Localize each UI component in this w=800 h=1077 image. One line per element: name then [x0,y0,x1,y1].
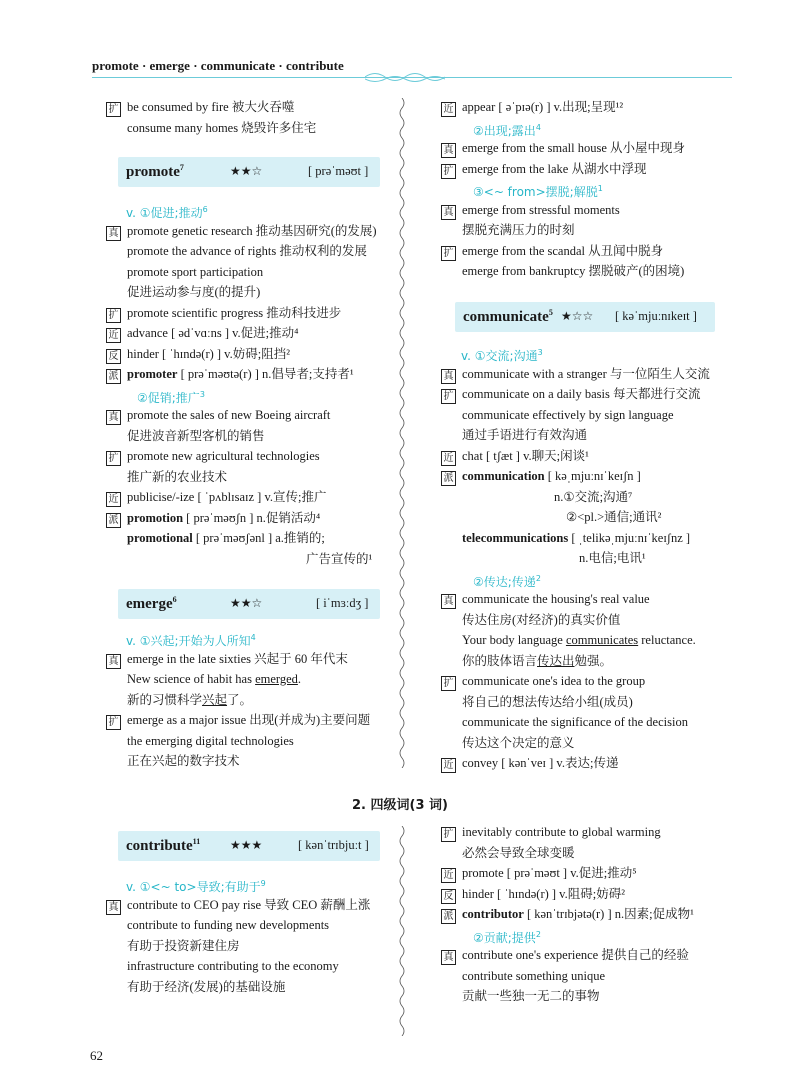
headword-banner-promote [118,157,380,187]
entry-text: promote genetic research 推动基因研究(的发展) [127,223,377,238]
entry-line [106,346,290,364]
headword-frequency: 7 [179,163,184,172]
headword-frequency: 11 [192,837,201,846]
headword-frequency: 5 [548,308,553,317]
entry-line [106,223,377,241]
tag-box: 派 [106,513,121,528]
entry-line [462,222,575,238]
sense-frequency: 6 [202,205,208,214]
entry-text: promoter [ prəˈməʊtə(r) ] n.倡导者;支持者¹ [127,367,354,381]
entry-text: 正在兴起的数字技术 [127,754,240,768]
entry-text: promote sport participation [127,264,264,279]
tag-box: 真 [441,143,456,158]
tag-box: 真 [441,369,456,384]
entry-line [441,947,689,965]
entry-line [441,161,646,179]
entry-text: emerge in the late sixties 兴起于 60 年代末 [127,651,348,666]
entry-line [441,755,618,773]
entry-text: 你的肢体语言传达出勉强。 [462,653,613,668]
sense-emerge-1 [126,630,256,649]
entry-text: infrastructure contributing to the economy [127,959,339,973]
entry-text: emerge from the small house 从小屋中现身 [462,141,685,155]
entry-line [127,979,285,995]
tag-box: 扩 [106,451,121,466]
sense-frequency: 2 [535,929,541,939]
sense-text: v. ①兴起;开始为人所知 [126,634,251,648]
entry-text: inevitably contribute to global warming [462,825,661,839]
entry-line [462,735,575,751]
entry-text: emerge from the scandal 从丑闻中脱身 [462,243,664,258]
headword-frequency: 6 [172,595,177,604]
entry-text: 将自己的想法传达给小组(成员) [462,694,633,709]
entry-line [462,632,696,648]
sense-text: ③<~ from>摆脱;解脱 [473,185,598,199]
sense-promote-2 [137,387,205,406]
entry-text: promote new agricultural technologies [127,449,320,463]
entry-text: ②<pl.>通信;通讯² [566,510,662,524]
phonetic: [ prəˈməʊt ] [308,164,369,178]
entry-text: promote the sales of new Boeing aircraft [127,408,331,422]
sense-communicate-2 [473,571,541,590]
entry-line [127,428,265,444]
entry-text: n.①交流;沟通⁷ [554,489,633,504]
sense-frequency: 4 [535,122,541,132]
sense-frequency: 3 [199,389,205,399]
sense-text: ②出现;露出 [473,123,536,138]
entry-text: communicate one's idea to the group [462,674,646,688]
header-ornament [365,70,445,84]
tag-box: 扩 [441,827,456,842]
sense-contribute-2 [473,927,541,946]
tag-box: 扩 [441,164,456,179]
tag-box: 真 [106,654,121,669]
entry-line [106,99,294,117]
entry-line [127,469,227,485]
phonetic: [ kəˈmjuːnɪkeɪt ] [615,309,697,323]
entry-text: communicate effectively by sign language [462,407,674,422]
entry-text: contribute something unique [462,968,606,983]
entry-line [441,243,663,261]
entry-line [579,550,646,566]
tag-box: 真 [106,410,121,425]
entry-line [106,407,330,425]
section-title: 2. 四级词(3 词) [352,798,448,813]
sense-emerge-3 [473,181,603,200]
entry-text: 通过手语进行有效沟通 [462,428,588,442]
tag-box: 近 [106,328,121,343]
entry-text: contribute to CEO pay rise 导致 CEO 薪酬上涨 [127,897,371,912]
entry-line [462,407,674,423]
entry-text: 贡献一些独一无二的事物 [462,989,600,1003]
entry-line [441,202,620,220]
tag-box: 近 [441,868,456,883]
phonetic: [ kənˈtrɪbjuːt ] [298,838,369,852]
tag-box: 近 [441,102,456,117]
entry-line [462,968,605,984]
entry-line [127,530,325,546]
sense-frequency: 4 [250,633,256,642]
tag-box: 派 [441,909,456,924]
headword-banner-emerge [118,589,380,619]
sense-text: ②贡献;提供 [473,930,536,945]
tag-box: 派 [441,471,456,486]
entry-line [441,824,661,842]
sense-frequency: 3 [537,348,543,357]
entry-line [106,366,354,384]
entry-line [462,427,587,443]
sense-frequency: 2 [535,573,541,583]
entry-line [106,305,341,323]
entry-text: 促进运动参与度(的提升) [127,285,261,299]
entry-text: appear [ əˈpɪə(r) ] v.出现;呈现¹² [462,100,624,114]
entry-text: Your body language communicates reluctance. [462,633,696,647]
entry-line [306,551,372,567]
entry-line [462,845,575,861]
entry-text: emerge as a major issue 出现(并成为)主要问题 [127,713,371,727]
entry-line [462,988,600,1004]
entry-text: communicate with a stranger 与一位陌生人交流 [462,366,710,381]
entry-text: chat [ tʃæt ] v.聊天;闲谈¹ [462,448,589,463]
headword: promote$^7$ [126,163,184,180]
entry-line [127,264,263,280]
star-rating: ★★☆ [230,164,263,178]
entry-line [441,468,641,486]
star-rating: ★★★ [230,838,263,852]
entry-text: 新的习惯科学兴起了。 [127,692,253,707]
sense-frequency: 9 [260,879,266,888]
entry-line [127,243,367,259]
entry-text: promote [ prəˈməʊt ] v.促进;推动⁵ [462,866,637,880]
sense-text: v. ①促进;推动 [126,206,203,220]
entry-text: hinder [ ˈhɪndə(r) ] v.阻碍;妨碍² [462,886,625,901]
entry-line [106,510,320,528]
column-divider-2 [398,826,406,1036]
sense-text: v. ①<~ to>导致;有助于 [126,880,261,894]
sense-promote-1 [126,202,208,221]
entry-line [566,509,661,525]
tag-box: 真 [106,226,121,241]
sense-text: v. ①交流;沟通 [461,349,538,363]
entry-text: convey [ kənˈveɪ ] v.表达;传递 [462,756,619,770]
sense-text: ②传达;传递 [473,574,536,589]
entry-text: consume many homes 烧毁许多住宅 [127,120,317,135]
entry-text: communicate the housing's real value [462,592,650,606]
entry-text: 传达住房(对经济)的真实价值 [462,612,621,627]
entry-line [127,120,316,136]
headword: emerge$^6$ [126,595,177,612]
entry-text: New science of habit has emerged. [127,672,302,686]
entry-line [106,651,348,669]
entry-text: communicate on a daily basis 每天都进行交流 [462,387,701,401]
entry-text: advance [ ədˈvɑːns ] v.促进;推动⁴ [127,326,299,340]
star-rating: ★★☆ [230,596,263,610]
entry-line [441,906,694,924]
entry-line [127,692,252,708]
entry-text: promotion [ prəˈməʊʃn ] n.促销活动⁴ [127,510,321,525]
entry-text: promote scientific progress 推动科技进步 [127,305,342,320]
sense-contribute-1 [126,876,266,895]
headword: communicate$^5$ [463,308,553,325]
entry-line [441,591,650,609]
star-rating: ★☆☆ [561,309,594,323]
entry-line [462,714,688,730]
sense-text: ②促销;推广 [137,390,200,405]
entry-line [441,886,625,904]
entry-text: be consumed by fire 被大火吞噬 [127,100,295,114]
tag-box: 近 [106,492,121,507]
entry-line [554,489,632,505]
entry-line [127,938,240,954]
entry-text: 必然会导致全球变暖 [462,845,575,860]
running-header: promote · emerge · communicate · contribute [92,58,344,73]
entry-text: 摆脱充满压力的时刻 [462,223,575,237]
entry-text: communicate the significance of the decision [462,715,688,729]
tag-box: 真 [441,950,456,965]
entry-line [441,448,589,466]
entry-line [441,140,685,158]
entry-line [127,753,240,769]
entry-line [106,897,370,915]
tag-box: 近 [441,451,456,466]
sense-emerge-2 [473,120,541,139]
entry-line [462,694,633,710]
tag-box: 真 [441,594,456,609]
entry-line [462,612,620,628]
entry-text: 传达这个决定的意义 [462,735,575,750]
entry-line [441,366,710,384]
tag-box: 真 [441,205,456,220]
entry-line [127,671,301,687]
tag-box: 反 [441,889,456,904]
entry-text: 推广新的农业技术 [127,469,228,484]
entry-text: contribute one's experience 提供自己的经验 [462,948,689,962]
headword-banner-communicate [455,302,715,332]
tag-box: 反 [106,349,121,364]
entry-text: communication [ kəˌmjuːnɪˈkeɪʃn ] [462,469,641,483]
sense-frequency: 1 [597,184,603,193]
entry-text: emerge from stressful moments [462,202,620,217]
entry-text: the emerging digital technologies [127,733,294,748]
entry-text: promotional [ prəˈməʊʃənl ] a.推销的; [127,531,325,545]
entry-line [441,673,645,691]
tag-box: 扩 [441,389,456,404]
tag-box: 扩 [441,676,456,691]
page-number: 62 [90,1048,103,1063]
tag-box: 扩 [441,246,456,261]
entry-line [462,653,612,669]
headword-banner-contribute [118,831,380,861]
entry-line [127,958,339,974]
tag-box: 派 [106,369,121,384]
entry-line [127,733,294,749]
tag-box: 扩 [106,102,121,117]
column-divider [398,98,406,768]
entry-text: n.电信;电讯¹ [579,551,646,565]
entry-text: 有助于经济(发展)的基础设施 [127,979,286,994]
tag-box: 扩 [106,308,121,323]
entry-text: promote the advance of rights 推动权利的发展 [127,244,367,258]
entry-text: hinder [ ˈhɪndə(r) ] v.妨碍;阻挡² [127,346,290,361]
phonetic: [ iˈmɜːdʒ ] [316,596,369,610]
entry-text: publicise/-ize [ ˈpʌblɪsaɪz ] v.宣传;推广 [127,490,327,504]
entry-line [441,386,701,404]
tag-box: 扩 [106,715,121,730]
entry-line [106,712,370,730]
entry-line [106,489,327,507]
tag-box: 真 [106,900,121,915]
entry-text: telecommunications [ ˌtelikəˌmjuːnɪˈkeɪʃnz ] [462,530,691,545]
entry-line [127,284,260,300]
entry-line [441,865,637,883]
sense-communicate-1 [461,345,543,364]
entry-text: emerge from the lake 从湖水中浮现 [462,161,647,176]
entry-text: 促进波音新型客机的销售 [127,428,265,443]
entry-line [106,448,320,466]
entry-line [106,325,299,343]
entry-line [462,530,690,546]
entry-text: contribute to funding new developments [127,918,330,932]
entry-text: contributor [ kənˈtrɪbjətə(r) ] n.因素;促成物¹ [462,907,694,921]
entry-line [441,99,623,117]
entry-text: emerge from bankruptcy 摆脱破产(的困境) [462,264,685,278]
entry-line [127,917,329,933]
entry-text: 广告宣传的¹ [306,551,373,566]
entry-text: 有助于投资新建住房 [127,938,240,953]
headword: contribute$^{11}$ [126,837,201,854]
entry-line [462,263,684,279]
tag-box: 近 [441,758,456,773]
